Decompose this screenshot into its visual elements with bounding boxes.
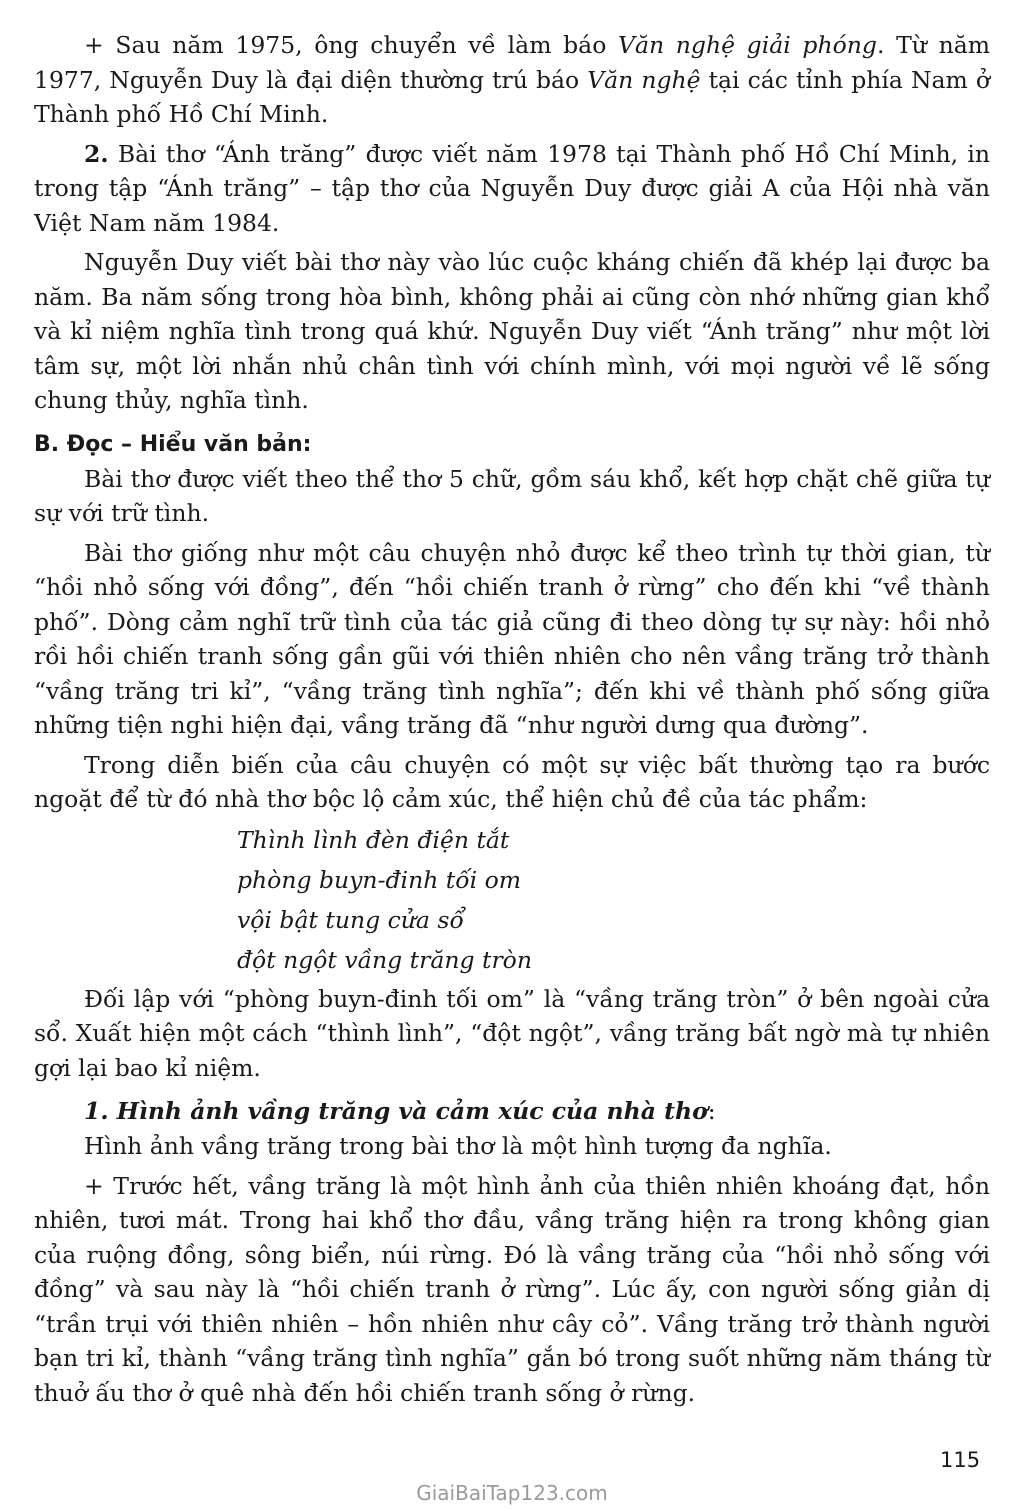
paragraph-narrative: Bài thơ giống như một câu chuyện nhỏ được kể theo trình tự thời gian, từ “hồi nhỏ sống với đồng”, đến “hồi chiến tranh ở rừng” cho đến khi “về thành phố”. Dòng cảm nghĩ trữ tình của tác giả cũng đi theo dòng tự sự này: hồi nhỏ rồi hồi chiến tranh sống gần gũi với thiên nhiên cho nên vầng trăng trở thành “vầng trăng tri kỉ”, “vầng trăng tình nghĩa”; đến khi về thành phố sống giữa những tiện nghi hiện đại, vầng trăng đã “như người dưng qua đường”. [34, 538, 990, 739]
poem-line: vội bật tung cửa sổ [237, 905, 464, 934]
paragraph-form: Bài thơ được viết theo thể thơ 5 chữ, gồm sáu khổ, kết hợp chặt chẽ giữa tự sự với trữ tình. [34, 464, 990, 527]
poem-line: đột ngột vầng trăng tròn [237, 945, 532, 974]
page-number: 115 [940, 1448, 981, 1472]
paragraph-turning-point: Trong diễn biến của câu chuyện có một sự việc bất thường tạo ra bước ngoặt để từ đó nhà thơ bộc lộ cảm xúc, thể hiện chủ đề của tác phẩm: [34, 750, 990, 813]
page-content [34, 28, 990, 1410]
newspaper-title: Văn nghệ giải phóng [618, 31, 877, 59]
item-number: 2. [84, 139, 109, 168]
paragraph-moon-nature: + Trước hết, vầng trăng là một hình ảnh của thiên nhiên khoáng đạt, hồn nhiên, tươi mát. Trong hai khổ thơ đầu, vầng trăng hiện ra trong không gian của ruộng đồng, sông biển, núi rừng. Đó là vầng trăng của “hồi nhỏ sống với đồng” và sau này là “hồi chiến tranh ở rừng”. Lúc ấy, con người sống giản dị “trần trụi với thiên nhiên – hồn nhiên như cây cỏ”. Vầng trăng trở thành người bạn tri kỉ, thành “vầng trăng tình nghĩa” gắn bó trong suốt những năm tháng từ thuở ấu thơ ở quê nhà đến hồi chiến tranh sống ở rừng. [34, 1171, 990, 1407]
section-heading-b: B. Đọc – Hiểu văn bản: [34, 431, 312, 457]
poem-excerpt [237, 820, 990, 980]
subsection-heading-1: 1. Hình ảnh vầng trăng và cảm xúc của nhà thơ: [84, 1097, 716, 1125]
watermark: GiaiBaiTap123.com [416, 1481, 608, 1505]
poem-line: phòng buyn-đinh tối om [237, 865, 522, 894]
paragraph-career: + Sau năm 1975, ông chuyển về làm báo Văn nghệ giải phóng. Từ năm 1977, Nguyễn Duy là đại diện thường trú báo Văn nghệ tại các tỉnh phía Nam ở Thành phố Hồ Chí Minh. [34, 31, 990, 128]
paragraph-poem-origin: 2. Bài thơ “Ánh trăng” được viết năm 1978 tại Thành phố Hồ Chí Minh, in trong tập “Ánh trăng” – tập thơ của Nguyễn Duy được giải A của Hội nhà văn Việt Nam năm 1984. [34, 139, 990, 237]
newspaper-title: Văn nghệ [587, 65, 701, 94]
paragraph-moon-image: Hình ảnh vầng trăng trong bài thơ là một hình tượng đa nghĩa. [84, 1132, 832, 1160]
paragraph-contrast: Đối lập với “phòng buyn-đinh tối om” là “vầng trăng tròn” ở bên ngoài cửa sổ. Xuất hiện một cách “thình lình”, “đột ngột”, vầng trăng bất ngờ mà tự nhiên gợi lại bao kỉ niệm. [34, 984, 990, 1082]
paragraph-context: Nguyễn Duy viết bài thơ này vào lúc cuộc kháng chiến đã khép lại được ba năm. Ba năm sống trong hòa bình, không phải ai cũng còn nhớ những gian khổ và kỉ niệm nghĩa tình trong quá khứ. Nguyễn Duy viết “Ánh trăng” như một lời tâm sự, một lời nhắn nhủ chân tình với chính mình, với mọi người về lẽ sống chung thủy, nghĩa tình. [34, 248, 990, 414]
poem-line: Thình lình đèn điện tắt [237, 825, 510, 854]
